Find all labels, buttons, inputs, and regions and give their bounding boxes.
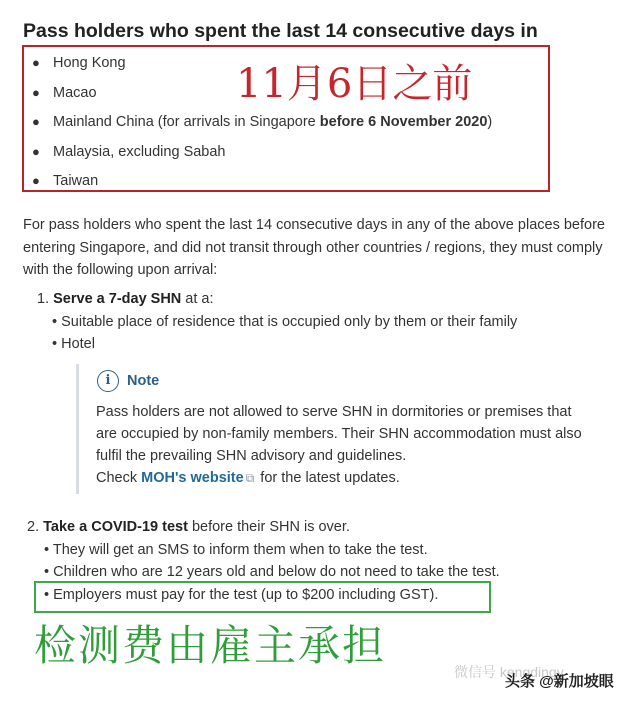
list-item: • Hotel bbox=[52, 336, 95, 352]
step-1: 1. Serve a 7-day SHN at a: bbox=[37, 291, 214, 307]
step-2-title: Take a COVID-19 test bbox=[43, 519, 188, 535]
step-1-title: Serve a 7-day SHN bbox=[53, 291, 182, 307]
list-item: • Children who are 12 years old and below do not need to take the test. bbox=[44, 564, 500, 580]
moh-website-link[interactable]: MOH's website bbox=[141, 470, 244, 486]
bullet-icon: ● bbox=[32, 143, 40, 159]
list-item: • Suitable place of residence that is occupied only by them or their family bbox=[52, 314, 518, 330]
list-item: ● Macao bbox=[32, 80, 492, 110]
watermark-main: 头条 @新加坡眼 bbox=[505, 673, 614, 690]
section-heading: Pass holders who spent the last 14 consecutive days in bbox=[23, 20, 538, 42]
list-item: • They will get an SMS to inform them when to take the test. bbox=[44, 542, 428, 558]
note-callout bbox=[76, 364, 589, 494]
watermark-faint: 微信号 kengdingy bbox=[454, 664, 564, 680]
info-icon: i bbox=[97, 370, 119, 392]
step-2: 2. Take a COVID-19 test before their SHN is over. bbox=[27, 519, 350, 535]
bullet-icon: ● bbox=[32, 55, 40, 70]
list-item: • Employers must pay for the test (up to $200 including GST). bbox=[44, 587, 439, 603]
green-highlight-box bbox=[34, 581, 491, 613]
list-item: ● Mainland China (for arrivals in Singapore before 6 November 2020) bbox=[32, 109, 492, 139]
note-header bbox=[97, 370, 159, 392]
note-title: Note bbox=[127, 373, 160, 389]
list-item: ● Hong Kong bbox=[32, 50, 492, 80]
external-link-icon: ⧉ bbox=[245, 471, 255, 485]
bullet-icon: ● bbox=[32, 84, 40, 100]
list-item: ● Malaysia, excluding Sabah bbox=[32, 139, 492, 169]
red-annotation: 11月6日之前 bbox=[236, 61, 473, 107]
list-item: ● Taiwan bbox=[32, 168, 492, 198]
intro-paragraph: For pass holders who spent the last 14 consecutive days in any of the above places before entering Singapore, and did not transit through other countries / regions, they must comply with the following upon arrival: bbox=[23, 217, 605, 279]
green-annotation: 检测费由雇主承担 bbox=[34, 621, 387, 670]
note-body: Pass holders are not allowed to serve SHN in dormitories or premises that are occupied by non-family members. Their SHN accommodation must also fulfil the prevailing SHN advisory and guidelines. Check MOH's website ⧉ for the latest updates. bbox=[96, 401, 592, 489]
bullet-icon: ● bbox=[32, 173, 40, 189]
bullet-icon: ● bbox=[32, 114, 40, 130]
